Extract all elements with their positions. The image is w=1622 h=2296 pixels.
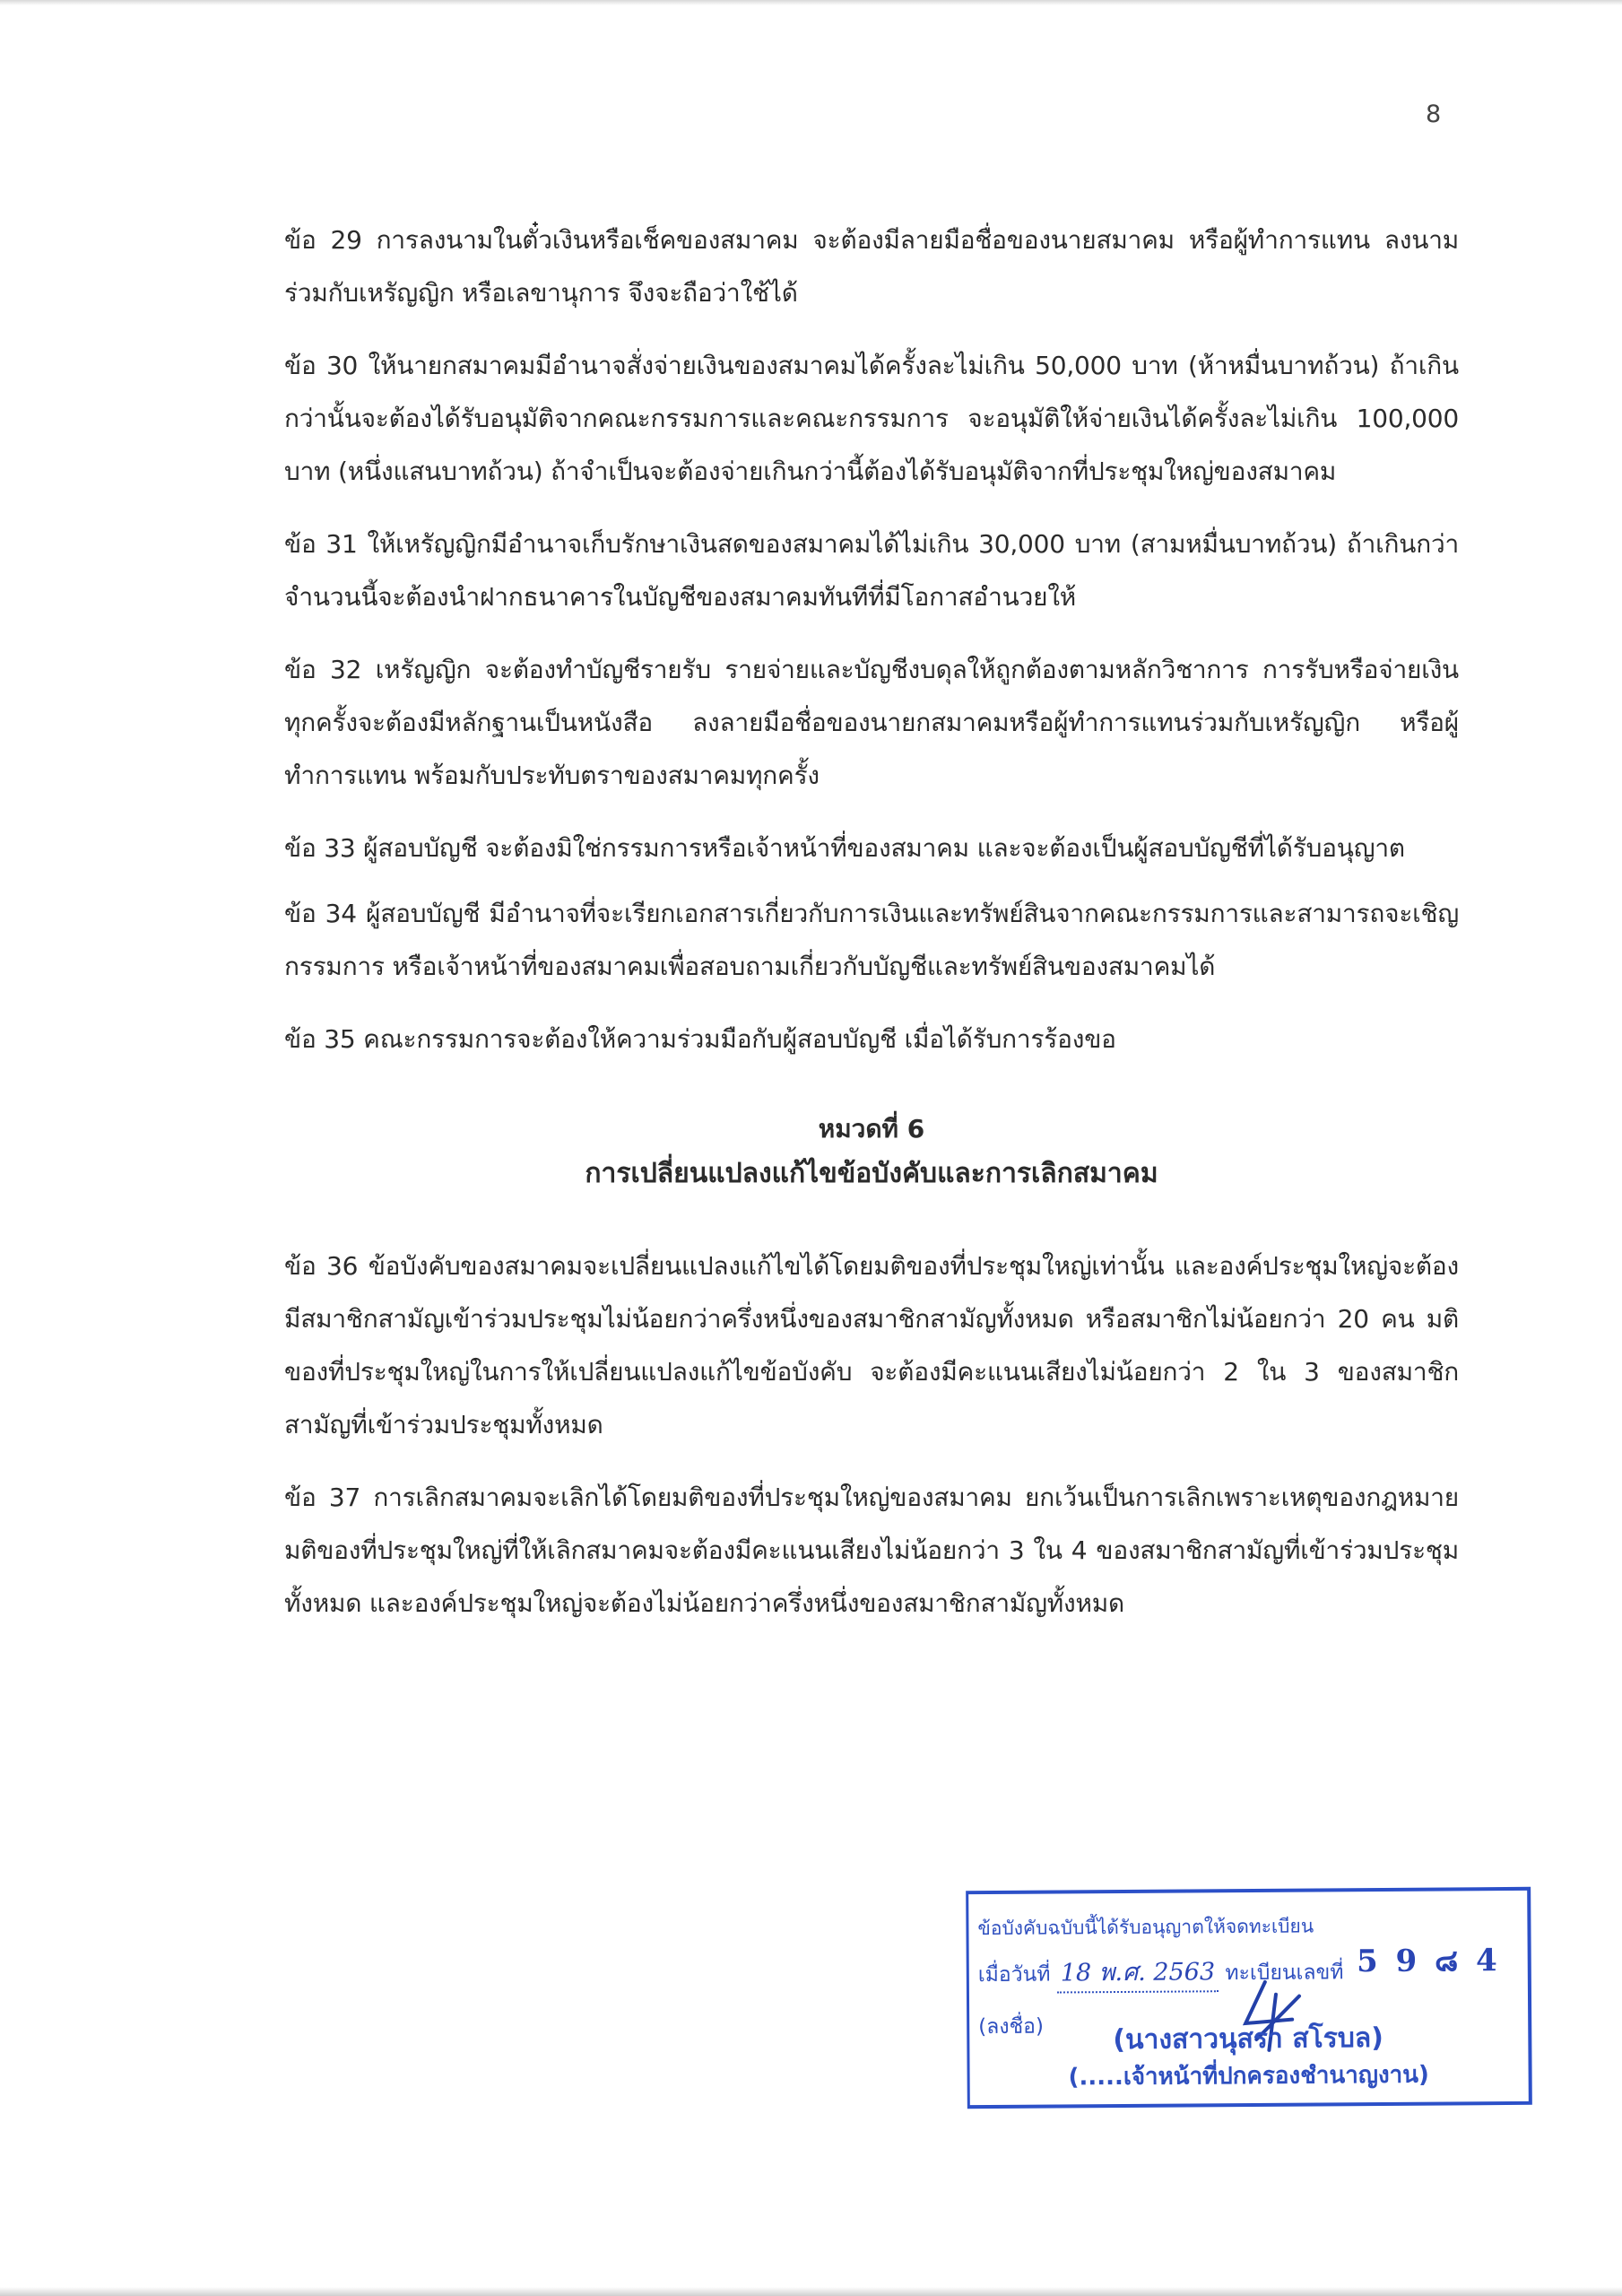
stamp-signer-name: (นางสาวนุสรา สโรบล) (1113, 2022, 1384, 2057)
stamp-sign-label: (ลงชื่อ) (978, 2014, 1045, 2039)
clause-32: ข้อ 32 เหรัญญิก จะต้องทำบัญชีรายรับ รายจ่ายและบัญชีงบดุลให้ถูกต้องตามหลักวิชาการ การรับหรือจ่ายเงินทุกครั้งจะต้องมีหลักฐานเป็นหนังสือ ลงลายมือชื่อของนายกสมาคมหรือผู้ทำการแทนร่วมกับเหรัญญิก หรือผู้ทำการแทน พร้อมกับประทับตราของสมาคมทุกครั้ง (284, 655, 1459, 790)
stamp-signer-title: (.....เจ้าหน้าที่ปกครองชำนาญงาน) (1068, 2061, 1429, 2092)
clause-34: ข้อ 34 ผู้สอบบัญชี มีอำนาจที่จะเรียกเอกสารเกี่ยวกับการเงินและทรัพย์สินจากคณะกรรมการและสามารถจะเชิญกรรมการ หรือเจ้าหน้าที่ของสมาคมเพื่อสอบถามเกี่ยวกับบัญชีและทรัพย์สินของสมาคมได้ (284, 899, 1459, 981)
stamp-approval-text: ข้อบังคับฉบับนี้ได้รับอนุญาตให้จดทะเบียน (977, 1915, 1314, 1940)
document-body (284, 213, 1459, 1649)
scan-edge-bottom (0, 2287, 1622, 2296)
stamp-date-value: 18 พ.ศ. 2563 (1057, 1952, 1219, 1993)
registration-stamp (966, 1887, 1532, 2109)
clause-30: ข้อ 30 ให้นายกสมาคมมีอำนาจสั่งจ่ายเงินของสมาคมได้ครั้งละไม่เกิน 50,000 บาท (ห้าหมื่นบาทถ้วน) ถ้าเกินกว่านั้นจะต้องได้รับอนุมัติจากคณะกรรมการและคณะกรรมการ จะอนุมัติให้จ่ายเงินได้ครั้งละไม่เกิน 100,000 บาท (หนึ่งแสนบาทถ้วน) ถ้าจำเป็นจะต้องจ่ายเกินกว่านี้ต้องได้รับอนุมัติจากที่ประชุมใหญ่ของสมาคม (284, 351, 1459, 486)
chapter-title: การเปลี่ยนแปลงแก้ไขข้อบังคับและการเลิกสมาคม (585, 1158, 1158, 1189)
clause-33: ข้อ 33 ผู้สอบบัญชี จะต้องมิใช่กรรมการหรือเจ้าหน้าที่ของสมาคม และจะต้องเป็นผู้สอบบัญชีที่ได้รับอนุญาต (284, 833, 1405, 863)
stamp-reg-label: ทะเบียนเลขที่ (1225, 1961, 1344, 1986)
clause-29: ข้อ 29 การลงนามในตั๋วเงินหรือเช็คของสมาคม จะต้องมีลายมือชื่อของนายสมาคม หรือผู้ทำการแทน ลงนามร่วมกับเหรัญญิก หรือเลขานุการ จึงจะถือว่าใช้ได้ (284, 225, 1459, 308)
clause-31: ข้อ 31 ให้เหรัญญิกมีอำนาจเก็บรักษาเงินสดของสมาคมได้ไม่เกิน 30,000 บาท (สามหมื่นบาทถ้วน) ถ้าเกินกว่าจำนวนนี้จะต้องนำฝากธนาคารในบัญชีของสมาคมทันทีที่มีโอกาสอำนวยให้ (284, 529, 1459, 612)
scan-edge-top (0, 0, 1622, 5)
page-number: 8 (1426, 100, 1442, 128)
clause-35: ข้อ 35 คณะกรรมการจะต้องให้ความร่วมมือกับผู้สอบบัญชี เมื่อได้รับการร้องขอ (284, 1024, 1116, 1054)
stamp-date-label: เมื่อวันที่ (977, 1962, 1051, 1987)
chapter-number: หมวดที่ 6 (818, 1114, 925, 1144)
clause-37: ข้อ 37 การเลิกสมาคมจะเลิกได้โดยมติของที่ประชุมใหญ่ของสมาคม ยกเว้นเป็นการเลิกเพราะเหตุของกฎหมาย มติของที่ประชุมใหญ่ที่ให้เลิกสมาคมจะต้องมีคะแนนเสียงไม่น้อยกว่า 3 ใน 4 ของสมาชิกสามัญที่เข้าร่วมประชุมทั้งหมด และองค์ประชุมใหญ่จะต้องไม่น้อยกว่าครึ่งหนึ่งของสมาชิกสามัญทั้งหมด (284, 1483, 1459, 1618)
stamp-reg-number: 5 9 ๘ 4 (1356, 1943, 1501, 1980)
chapter-heading (284, 1107, 1459, 1196)
clause-36: ข้อ 36 ข้อบังคับของสมาคมจะเปลี่ยนแปลงแก้ไขได้โดยมติของที่ประชุมใหญ่เท่านั้น และองค์ประชุมใหญ่จะต้องมีสมาชิกสามัญเข้าร่วมประชุมไม่น้อยกว่าครึ่งหนึ่งของสมาชิกสามัญทั้งหมด หรือสมาชิกไม่น้อยกว่า 20 คน มติของที่ประชุมใหญ่ในการให้เปลี่ยนแปลงแก้ไขข้อบังคับ จะต้องมีคะแนนเสียงไม่น้อยกว่า 2 ใน 3 ของสมาชิกสามัญที่เข้าร่วมประชุมทั้งหมด (284, 1251, 1459, 1439)
